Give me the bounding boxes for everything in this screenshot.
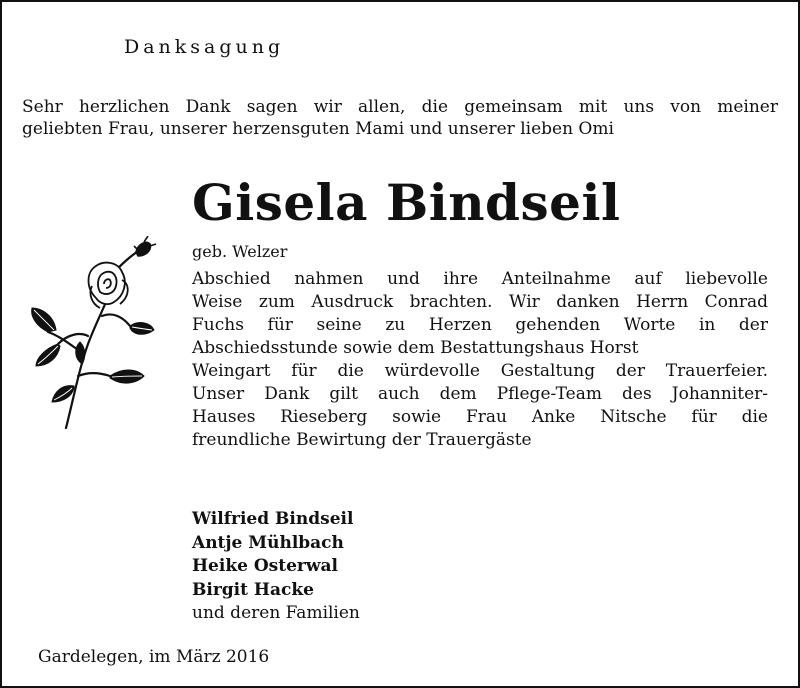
intro-paragraph: [22, 96, 778, 140]
thanks-paragraph: [192, 268, 768, 452]
thanks-line: freundliche Bewirtung der Trauergäste: [192, 430, 532, 450]
thanks-line: Hauses Rieseberg sowie Frau Anke Nitsche für die: [192, 407, 768, 427]
thanks-line: Weise zum Ausdruck brachten. Wir danken Herrn Conrad: [192, 292, 768, 312]
thanks-line: Weingart für die würdevolle Gestaltung der Trauerfeier.: [192, 361, 768, 381]
thanks-line: Unser Dank gilt auch dem Pflege-Team des Johanniter-: [192, 384, 768, 404]
intro-line: geliebten Frau, unserer herzensguten Mami und unserer lieben Omi: [22, 119, 614, 139]
notice-heading: Danksagung: [124, 36, 285, 58]
intro-line: Sehr herzlichen Dank sagen wir allen, die gemeinsam mit uns von meiner: [22, 97, 778, 117]
signers-list: [192, 508, 360, 626]
maiden-name: geb. Welzer: [192, 242, 288, 261]
signer-name: Wilfried Bindseil: [192, 509, 354, 529]
signer-name: Birgit Hacke: [192, 579, 314, 600]
signer-name: Heike Osterwal: [192, 556, 338, 576]
thanks-line: Fuchs für seine zu Herzen gehenden Worte in der: [192, 315, 768, 335]
thanks-line: Abschiedsstunde sowie dem Bestattungshaus Horst: [192, 338, 639, 358]
rose-icon: [26, 236, 160, 432]
thanks-line: Abschied nahmen und ihre Anteilnahme auf liebevolle: [192, 269, 768, 289]
families-line: und deren Familien: [192, 603, 360, 623]
deceased-name: Gisela Bindseil: [192, 173, 621, 232]
signer-name: Antje Mühlbach: [192, 532, 344, 553]
place-date: Gardelegen, im März 2016: [38, 647, 270, 667]
